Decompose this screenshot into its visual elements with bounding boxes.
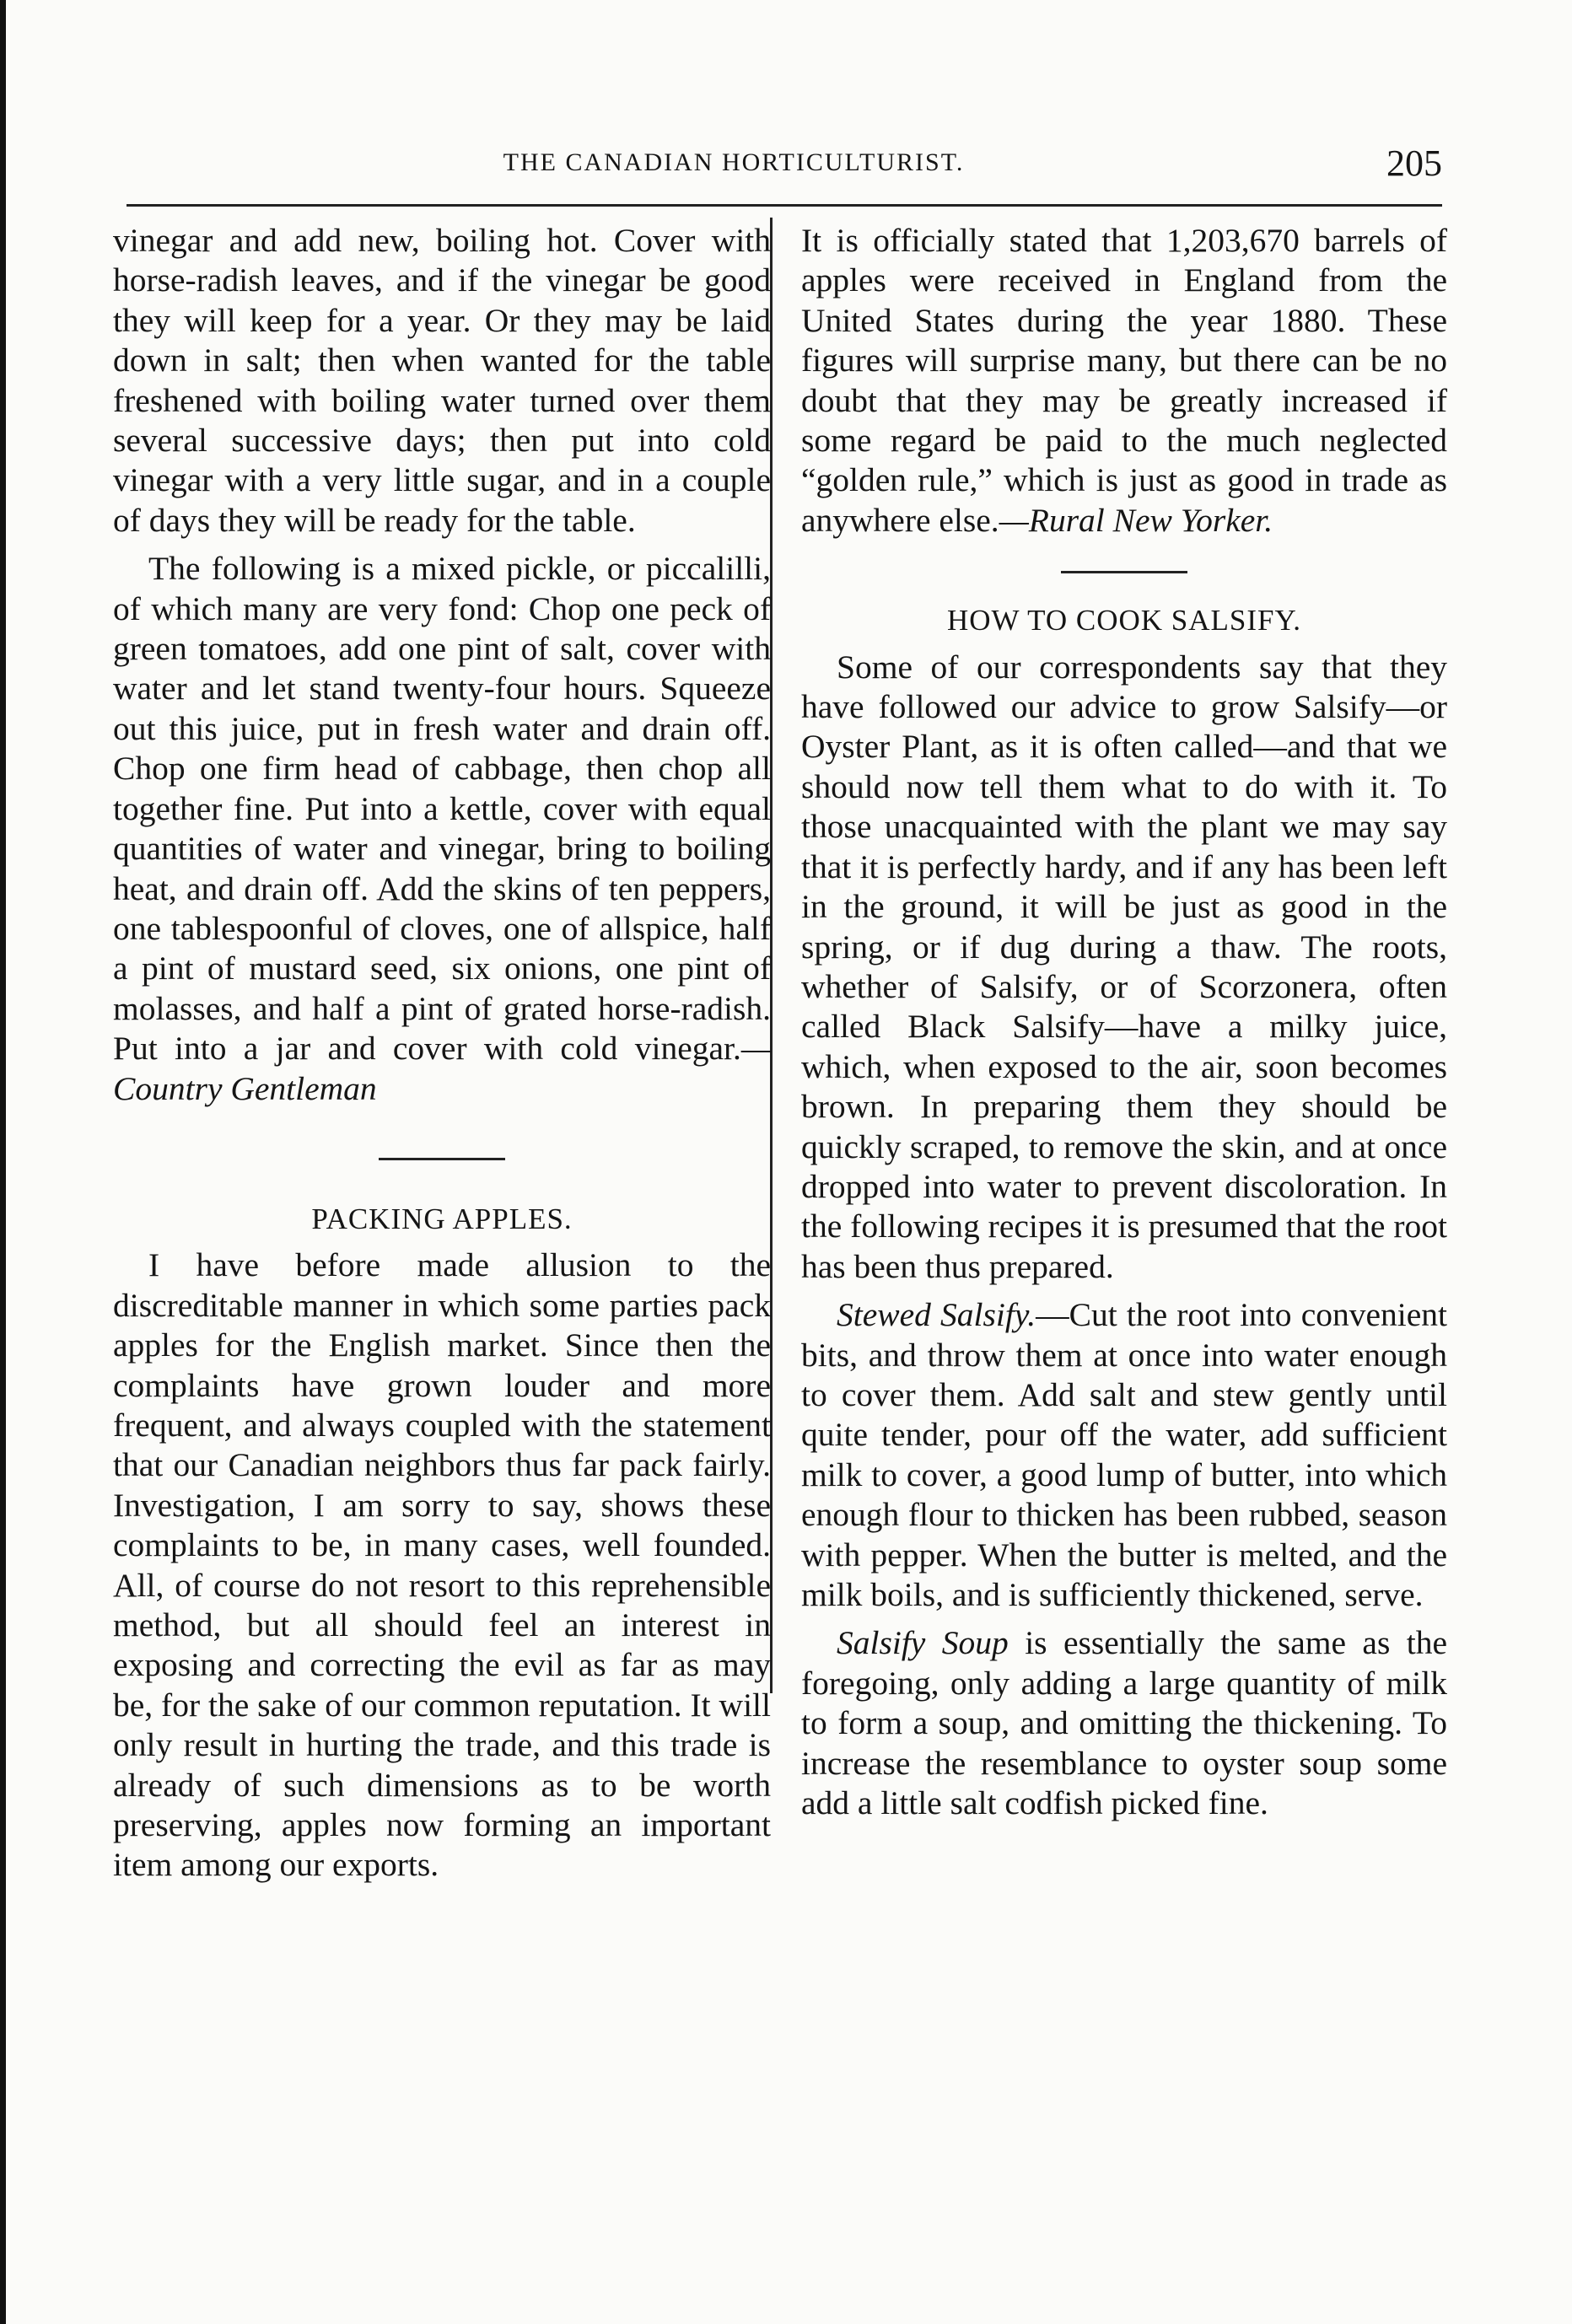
paragraph-stewed-salsify: [801, 1295, 1447, 1615]
apple-exports-text: It is officially stated that 1,203,670 barrels of apples were received in England from the United States during the year 1880. These figures will surprise many, but there can be no doubt that they may be greatly increased if some regard be paid to the much neglected “golden rule,” which is just as good in trade as anywhere else.: [801, 222, 1447, 539]
source-rural-new-yorker: —Rural New Yorker.: [999, 501, 1273, 539]
stewed-salsify-text: —Cut the root into convenient bits, and throw them at once into water enough to cover them. Add salt and stew gently until quite tender, pour off the water, add sufficient milk to cover, a good lump of butter, into which enough flour to thicken has been rubbed, season with pepper. When the butter is melted, and the milk boils, and is sufficiently thickened, serve.: [801, 1296, 1447, 1613]
page-binding-edge: [0, 0, 6, 2324]
recipe-title-salsify-soup: Salsify Soup: [837, 1624, 1009, 1662]
paragraph-packing-apples: I have before made allusion to the discreditable manner in which some parties pack apples for the English market. Since then the complaints have grown louder and more frequent, and always coupled with the statement that our Canadian neighbors thus far pack fairly. Investigation, I am sorry to say, shows these complaints to be, in many cases, well founded. All, of course do not resort to this reprehensible method, but all should feel an interest in exposing and correcting the evil as far as may be, for the sake of our common reputation. It will only result in hurting the trade, and this trade is already of such dimensions as to be worth preserving, apples now forming an important item among our exports.: [113, 1246, 771, 1884]
page-header: [118, 142, 1442, 192]
heading-packing-apples: PACKING APPLES.: [311, 1202, 573, 1235]
paragraph-salsify-soup: [801, 1623, 1447, 1823]
paragraph-pickles-end: vinegar and add new, boiling hot. Cover with horse-radish leaves, and if the vinegar be good they will keep for a year. Or they may be laid down in salt; then when wanted for the table freshened with boiling water turned over them several successive days; then put into cold vinegar with a very little sugar, and in a couple of days they will be ready for the table.: [113, 222, 771, 539]
paragraph-salsify-intro: Some of our correspondents say that they have followed our advice to grow Salsify—or Oyster Plant, as it is often called—and that we should now tell them what to do with it. To those unacquainted with the plant we may say that it is perfectly hardy, and if any has been left in the ground, it will be just as good in the spring, or if dug during a thaw. The roots, whether of Salsify, or of Scorzonera, often called Black Salsify—have a milky juice, which, when exposed to the air, soon becomes brown. In preparing them they should be quickly scraped, to remove the skin, and at once dropped into water to prevent discoloration. In the following recipes it is presumed that the root has been thus prepared.: [801, 648, 1447, 1285]
right-column: [801, 221, 1447, 1823]
left-column: [113, 221, 771, 1886]
piccalilli-text: The following is a mixed pickle, or piccalilli, of which many are very fond: Chop one peck of green tomatoes, add one pint of salt, cover with water and let stand twenty-four hours. Squeeze out this juice, put in fresh water and drain off. Chop one firm head of cabbage, then chop all together fine. Put into a kettle, cover with equal quantities of water and vinegar, bring to boiling heat, and drain off. Add the skins of ten peppers, one tablespoonful of cloves, one of allspice, half a pint of mustard seed, six onions, one pint of molasses, and half a pint of grated horse-radish. Put into a jar and cover with cold vinegar.: [113, 550, 771, 1068]
paragraph-piccalilli: [113, 549, 771, 1109]
source-country-gentleman: —Country Gentleman: [113, 1030, 771, 1107]
section-separator: [1061, 571, 1187, 573]
running-title: THE CANADIAN HORTICULTURIST.: [503, 148, 965, 176]
recipe-title-stewed-salsify: Stewed Salsify.: [837, 1296, 1036, 1334]
paragraph-apple-exports: [801, 221, 1447, 541]
header-rule: [127, 204, 1442, 207]
heading-how-to-cook-salsify: HOW TO COOK SALSIFY.: [947, 604, 1301, 637]
section-separator: [379, 1158, 505, 1160]
page-number: 205: [1386, 143, 1442, 184]
salsify-soup-text: is essentially the same as the foregoing, only adding a large quantity of milk to form a soup, and omitting the thickening. To increase the resemblance to oyster soup some add a little salt codfish picked fine.: [801, 1624, 1447, 1822]
